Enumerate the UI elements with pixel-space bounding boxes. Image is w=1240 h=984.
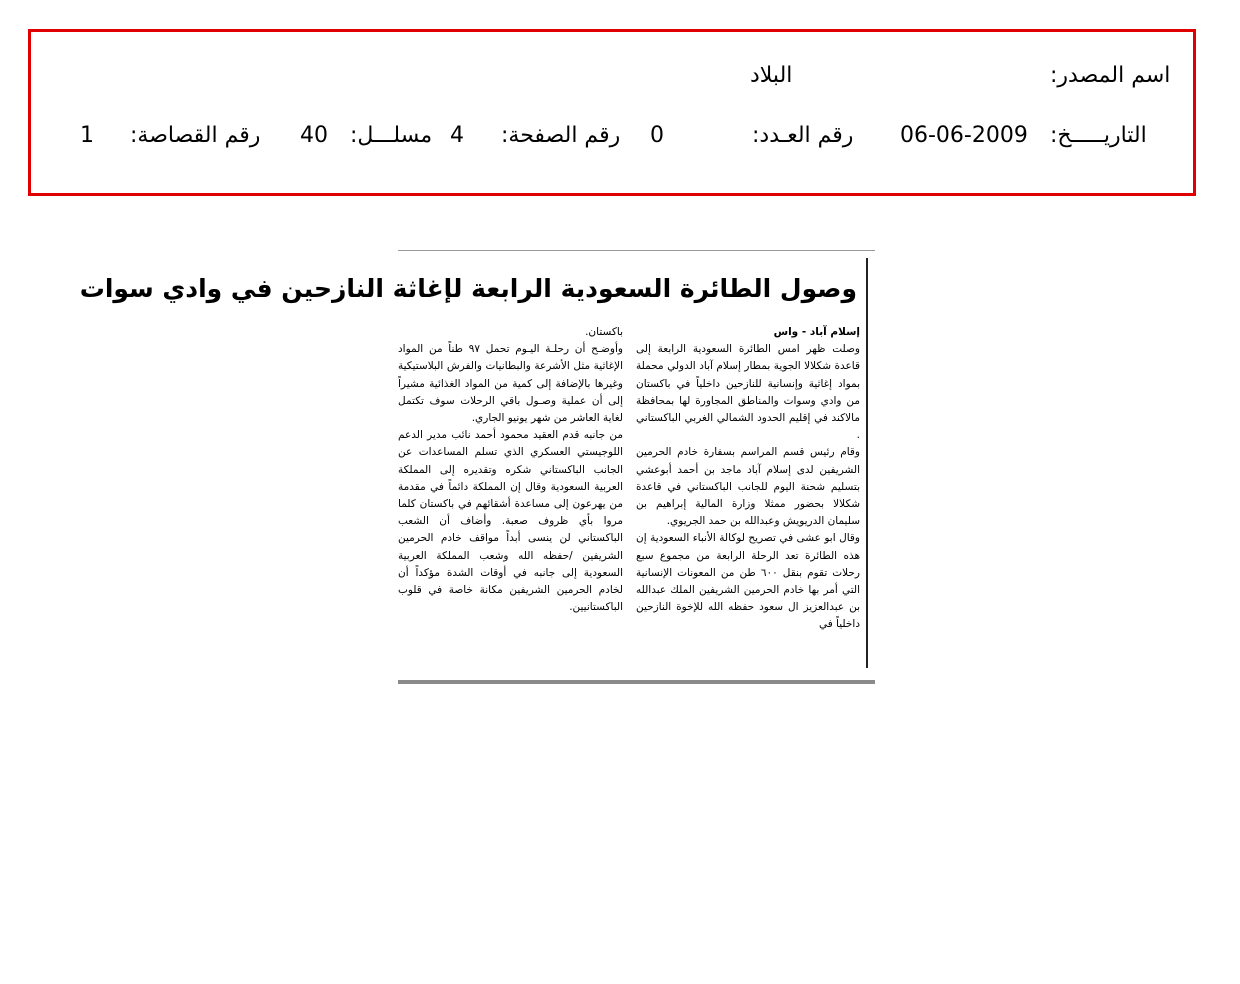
- source-label: اسم المصدر:: [1050, 63, 1171, 88]
- article-column-right: [636, 324, 860, 634]
- article-headline: وصول الطائرة السعودية الرابعة لإغاثة النازحين في وادي سوات: [79, 274, 857, 303]
- article-paragraph: وقال ابو عشى في تصريح لوكالة الأنباء السعودية إن هذه الطائرة تعد الرحلة الرابعة من مجموع سبع رحلات تقوم بنقل ٦٠٠ طن من المعونات الإنسانية التي أمر بها خادم الحرمين الشريفين الملك عبدالله بن عبدالعزيز ال سعود حفظه الله للإخوة النازحين داخلياً في: [636, 532, 860, 631]
- serial-value: 40: [300, 123, 328, 148]
- clipping-top-rule: [398, 250, 875, 251]
- issue-value: 0: [650, 123, 664, 148]
- article-byline: إسلام آباد - واس: [773, 326, 860, 338]
- article-paragraph: من جانبه قدم العقيد محمود أحمد نائب مدير الدعم اللوجيستي العسكري الذي تسلم المساعدات عن الجانب الباكستاني شكره وتقديره إلى المملكة العربية السعودية وقال إن المملكة دائماً في مقدمة من يهرعون إلى مساعدة أشقائهم في باكستان كلما مروا بأي ظروف صعبة. وأضاف أن الشعب الباكستاني لن ينسى أبداً مواقف خادم الحرمين الشريفين /حفظه الله وشعب المملكة العربية السعودية إلى جانبه في أوقات الشدة مؤكداً أن لخادم الحرمين الشريفين مكانة خاصة في قلوب الباكستانيين.: [398, 429, 623, 614]
- clipping-side-rule: [866, 258, 868, 668]
- issue-label: رقم العـدد:: [752, 123, 854, 148]
- article-column-left: [398, 324, 623, 616]
- article-paragraph: وقام رئيس قسم المراسم بسفارة خادم الحرمين الشريفين لدى إسلام آباد ماجد بن أحمد أبوعشي بتسليم شحنة اليوم للجانب الباكستاني في قاعدة شكلالا بحضور ممثلا وزارة المالية إبراهيم بن سليمان الدريويش وعبدالله بن حمد الجريوي.: [636, 446, 860, 528]
- clipping-bottom-rule: [398, 680, 875, 684]
- date-label: التاريـــــخ:: [1050, 123, 1147, 148]
- page-value: 4: [450, 123, 464, 148]
- article-paragraph: باكستان.: [585, 326, 623, 338]
- clip-value: 1: [80, 123, 94, 148]
- newspaper-clipping: [79, 250, 875, 684]
- serial-label: مسلـــل:: [350, 123, 433, 148]
- article-paragraph: وأوضـح أن رحلـة اليـوم تحمل ٩٧ طناً من المواد الإغاثية مثل الأشرعة والبطانيات والفرش البلاستيكية وغيرها بالإضافة إلى كمية من المواد الغذائية مشيراً إلى أن عملية وصـول باقي الرحلات سوف تكتمل لغاية العاشر من شهر يونيو الجاري.: [398, 343, 623, 425]
- page-label: رقم الصفحة:: [501, 123, 621, 148]
- clip-label: رقم القصاصة:: [130, 123, 261, 148]
- date-value: 06-06-2009: [900, 123, 1028, 148]
- article-paragraph: وصلت ظهر امس الطائرة السعودية الرابعة إلى قاعدة شكلالا الجوية بمطار إسلام آباد الدولي محملة بمواد إغاثية وإنسانية للنازحين داخلياً في باكستان من وادي وسوات والمناطق المجاورة لها بمحافظة مالاكند في إقليم الحدود الشمالي الغربي الباكستاني .: [636, 343, 860, 442]
- clipping-metadata-box: [28, 29, 1196, 196]
- source-value: البلاد: [750, 63, 793, 88]
